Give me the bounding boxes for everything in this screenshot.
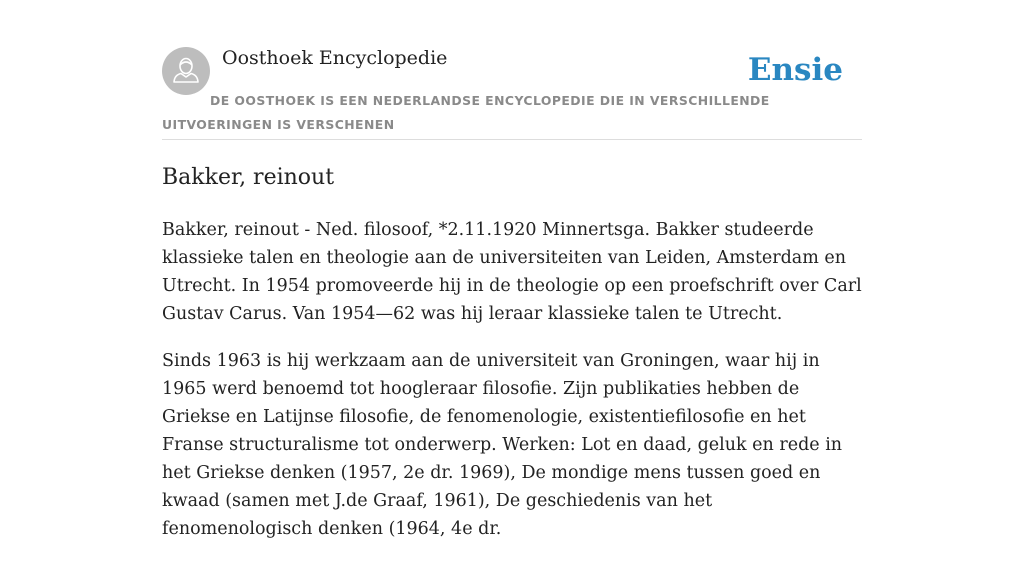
article-body: [162, 216, 862, 562]
source-title[interactable]: Oosthoek Encyclopedie: [222, 47, 448, 69]
user-silhouette-icon: [162, 47, 210, 95]
article-title: Bakker, reinout: [162, 165, 335, 190]
article-paragraph: Sinds 1963 is hij werkzaam aan de universiteit van Groningen, waar hij in 1965 werd benoemd tot hoogleraar filosofie. Zijn publikaties hebben de Griekse en Latijnse filosofie, de fenomenologie, existentiefilosofie en het Franse structuralisme tot onderwerp. Werken: Lot en daad, geluk en rede in het Griekse denken (1957, 2e dr. 1969), De mondige mens tussen goed en kwaad (samen met J.de Graaf, 1961), De geschiedenis van het fenomenologisch denken (1964, 4e dr.: [162, 351, 843, 539]
source-description: DE OOSTHOEK IS EEN NEDERLANDSE ENCYCLOPEDIE DIE IN VERSCHILLENDE UITVOERINGEN IS VERSCHENEN: [162, 93, 770, 132]
brand-logo[interactable]: Ensie: [747, 52, 843, 88]
source-avatar[interactable]: [162, 47, 210, 95]
article-paragraph: Bakker, reinout - Ned. filosoof, *2.11.1920 Minnertsga. Bakker studeerde klassieke talen en theologie aan de universiteiten van Leiden, Amsterdam en Utrecht. In 1954 promoveerde hij in de theologie op een proefschrift over Carl Gustav Carus. Van 1954—62 was hij leraar klassieke talen te Utrecht.: [162, 220, 862, 324]
header-divider: [162, 139, 862, 140]
